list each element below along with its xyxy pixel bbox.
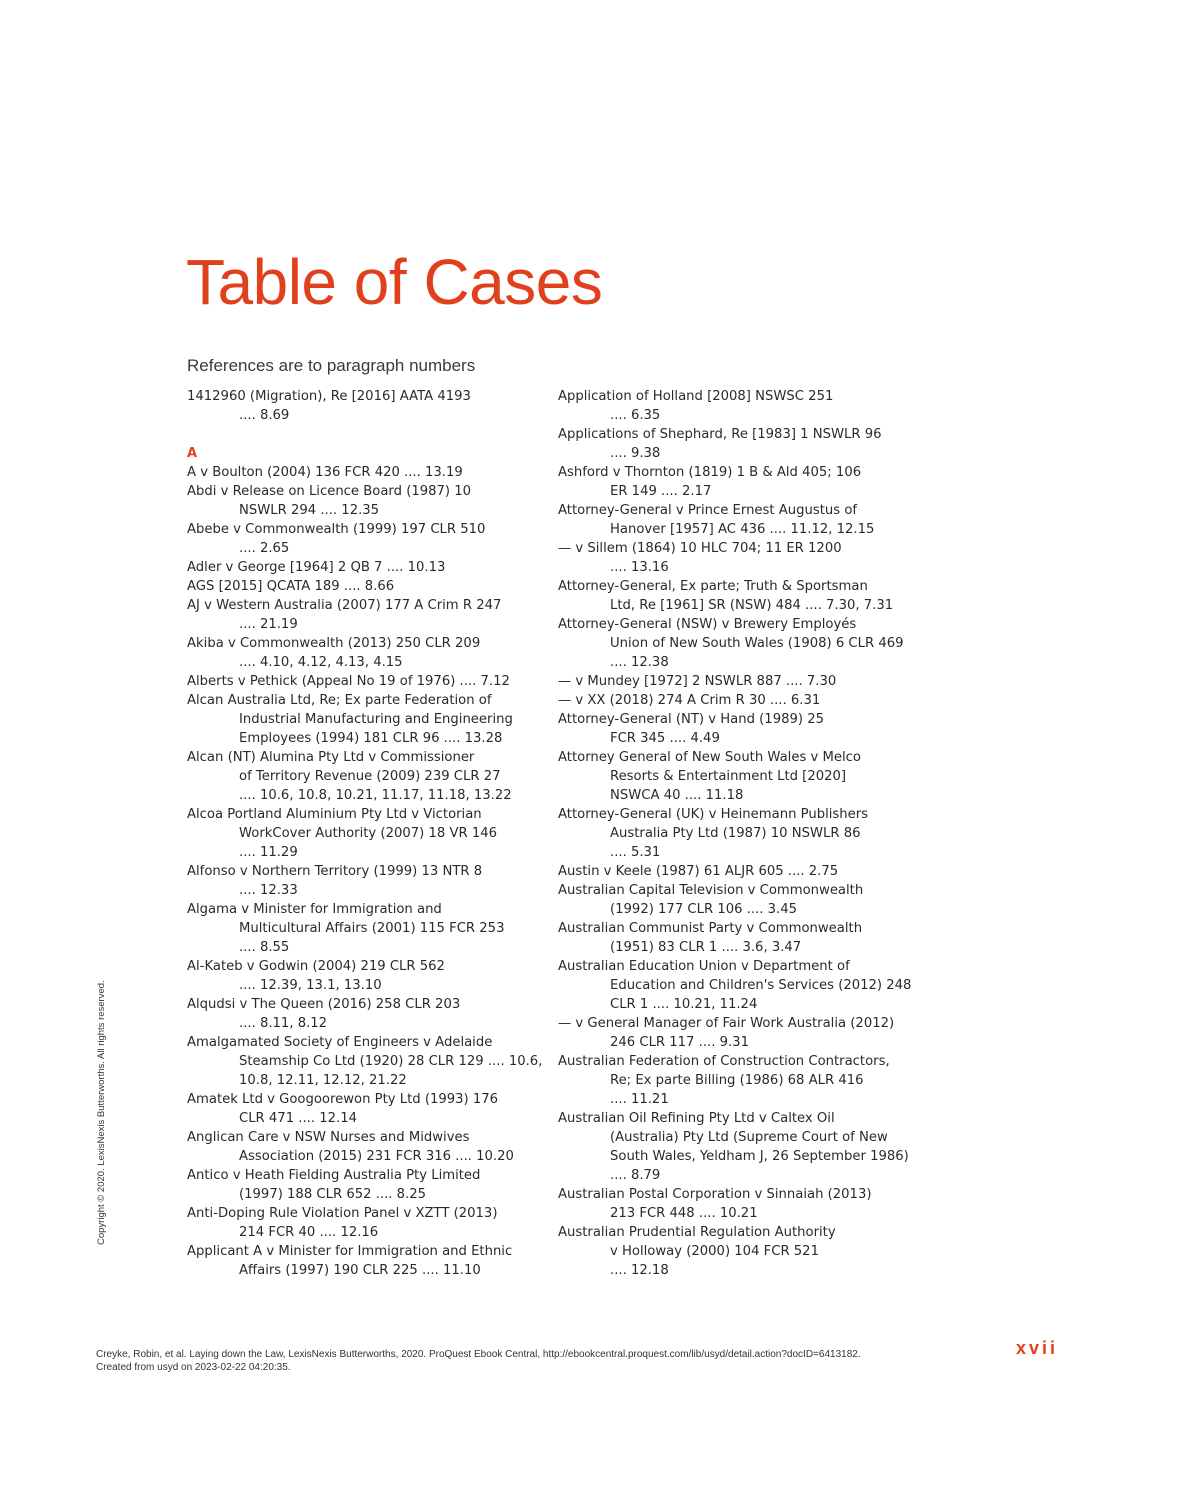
case-name: Australian Oil Refining Pty Ltd v Caltex Oil xyxy=(558,1111,835,1126)
case-continuation: .... 12.38 xyxy=(610,655,669,670)
case-entry xyxy=(558,387,918,425)
case-continuation: .... 12.33 xyxy=(239,883,298,898)
case-continuation: .... 8.69 xyxy=(239,408,290,423)
case-name: AJ v Western Australia (2007) 177 A Crim R 247 xyxy=(187,598,502,613)
case-entry xyxy=(558,805,918,862)
case-name: Alfonso v Northern Territory (1999) 13 NTR 8 xyxy=(187,864,483,879)
case-continuation: CLR 1 .... 10.21, 11.24 xyxy=(610,997,758,1012)
case-continuation: .... 9.38 xyxy=(610,446,661,461)
case-name: Applications of Shephard, Re [1983] 1 NSWLR 96 xyxy=(558,427,882,442)
case-continuation: NSWLR 294 .... 12.35 xyxy=(239,503,380,518)
case-name: Attorney-General v Prince Ernest Augustus of xyxy=(558,503,858,518)
case-name: Abdi v Release on Licence Board (1987) 10 xyxy=(187,484,472,499)
case-continuation: .... 6.35 xyxy=(610,408,661,423)
case-continuation: 10.8, 12.11, 12.12, 21.22 xyxy=(239,1073,407,1088)
case-entry xyxy=(187,1242,547,1280)
case-entry xyxy=(558,957,918,1014)
case-name: 1412960 (Migration), Re [2016] AATA 4193 xyxy=(187,389,471,404)
right-entries xyxy=(558,387,918,1280)
case-entry xyxy=(558,862,918,881)
case-continuation: .... 10.6, 10.8, 10.21, 11.17, 11.18, 13.22 xyxy=(239,788,512,803)
case-entry xyxy=(558,1223,918,1280)
case-entry xyxy=(187,596,547,634)
case-continuation: Union of New South Wales (1908) 6 CLR 469 xyxy=(610,636,904,651)
case-entry xyxy=(558,615,918,672)
case-entry xyxy=(187,672,547,691)
case-continuation: Association (2015) 231 FCR 316 .... 10.20 xyxy=(239,1149,514,1164)
case-continuation: .... 11.21 xyxy=(610,1092,669,1107)
case-continuation: .... 8.79 xyxy=(610,1168,661,1183)
case-name: Anti-Doping Rule Violation Panel v XZTT (2013) xyxy=(187,1206,498,1221)
case-name: — v Sillem (1864) 10 HLC 704; 11 ER 1200 xyxy=(558,541,842,556)
case-continuation: Ltd, Re [1961] SR (NSW) 484 .... 7.30, 7.31 xyxy=(610,598,894,613)
left-entries xyxy=(187,463,547,1280)
side-copyright: Copyright © 2020. LexisNexis Butterworths. All rights reserved. xyxy=(96,980,107,1245)
case-name: — v Mundey [1972] 2 NSWLR 887 .... 7.30 xyxy=(558,674,837,689)
case-entry xyxy=(558,1109,918,1185)
case-entry xyxy=(187,1090,547,1128)
case-continuation: 213 FCR 448 .... 10.21 xyxy=(610,1206,758,1221)
case-entry xyxy=(558,748,918,805)
case-entry xyxy=(558,539,918,577)
case-continuation: of Territory Revenue (2009) 239 CLR 27 xyxy=(239,769,501,784)
case-name: Applicant A v Minister for Immigration and Ethnic xyxy=(187,1244,513,1259)
case-continuation: .... 2.65 xyxy=(239,541,290,556)
case-continuation: Employees (1994) 181 CLR 96 .... 13.28 xyxy=(239,731,503,746)
case-entry xyxy=(187,805,547,862)
case-continuation: .... 4.10, 4.12, 4.13, 4.15 xyxy=(239,655,403,670)
case-continuation: .... 12.18 xyxy=(610,1263,669,1278)
case-entry xyxy=(187,634,547,672)
case-entry xyxy=(187,900,547,957)
case-entry xyxy=(558,672,918,691)
page-subtitle: References are to paragraph numbers xyxy=(187,356,476,375)
case-name: Alcan Australia Ltd, Re; Ex parte Federation of xyxy=(187,693,492,708)
case-entry xyxy=(187,862,547,900)
case-entry xyxy=(187,691,547,748)
footer xyxy=(96,1348,861,1374)
case-entry xyxy=(558,1014,918,1052)
case-continuation: NSWCA 40 .... 11.18 xyxy=(610,788,744,803)
case-name: Ashford v Thornton (1819) 1 B & Ald 405; 106 xyxy=(558,465,862,480)
case-entry xyxy=(558,881,918,919)
case-name: A v Boulton (2004) 136 FCR 420 .... 13.19 xyxy=(187,465,463,480)
case-continuation: WorkCover Authority (2007) 18 VR 146 xyxy=(239,826,497,841)
case-entry xyxy=(187,1128,547,1166)
case-entry xyxy=(558,425,918,463)
case-continuation: Re; Ex parte Billing (1986) 68 ALR 416 xyxy=(610,1073,864,1088)
case-name: Australian Postal Corporation v Sinnaiah (2013) xyxy=(558,1187,872,1202)
case-name: Attorney-General (UK) v Heinemann Publishers xyxy=(558,807,869,822)
case-continuation: Hanover [1957] AC 436 .... 11.12, 12.15 xyxy=(610,522,875,537)
case-name: Alcan (NT) Alumina Pty Ltd v Commissioner xyxy=(187,750,475,765)
case-entry xyxy=(187,577,547,596)
case-name: Amatek Ltd v Googoorewon Pty Ltd (1993) 176 xyxy=(187,1092,499,1107)
case-entry xyxy=(187,1166,547,1204)
case-name: Australian Capital Television v Commonwealth xyxy=(558,883,864,898)
left-column xyxy=(187,387,547,1280)
page-title: Table of Cases xyxy=(186,246,603,318)
case-continuation: (Australia) Pty Ltd (Supreme Court of New xyxy=(610,1130,888,1145)
footer-created: Created from usyd on 2023-02-22 04:20:35. xyxy=(96,1362,291,1373)
case-name: Attorney General of New South Wales v Melco xyxy=(558,750,861,765)
case-entry xyxy=(187,463,547,482)
case-continuation: 214 FCR 40 .... 12.16 xyxy=(239,1225,379,1240)
case-name: Abebe v Commonwealth (1999) 197 CLR 510 xyxy=(187,522,486,537)
case-name: Australian Federation of Construction Contractors, xyxy=(558,1054,890,1069)
case-entry xyxy=(558,710,918,748)
case-name: Attorney-General, Ex parte; Truth & Sportsman xyxy=(558,579,868,594)
page-number: xvii xyxy=(1016,1338,1059,1358)
case-continuation: CLR 471 .... 12.14 xyxy=(239,1111,357,1126)
case-continuation: Affairs (1997) 190 CLR 225 .... 11.10 xyxy=(239,1263,481,1278)
case-entry xyxy=(558,577,918,615)
case-entry xyxy=(187,957,547,995)
pre-entries xyxy=(187,387,547,425)
case-name: Anglican Care v NSW Nurses and Midwives xyxy=(187,1130,470,1145)
case-entry xyxy=(187,558,547,577)
case-entry xyxy=(187,482,547,520)
case-continuation: Resorts & Entertainment Ltd [2020] xyxy=(610,769,847,784)
case-name: — v XX (2018) 274 A Crim R 30 .... 6.31 xyxy=(558,693,821,708)
case-name: Amalgamated Society of Engineers v Adelaide xyxy=(187,1035,493,1050)
case-entry xyxy=(187,520,547,558)
case-continuation: (1992) 177 CLR 106 .... 3.45 xyxy=(610,902,798,917)
case-continuation: .... 5.31 xyxy=(610,845,661,860)
case-entry xyxy=(558,691,918,710)
case-name: Alberts v Pethick (Appeal No 19 of 1976) .... 7.12 xyxy=(187,674,510,689)
case-entry xyxy=(187,748,547,805)
case-entry xyxy=(187,1033,547,1090)
case-name: Antico v Heath Fielding Australia Pty Limited xyxy=(187,1168,481,1183)
case-continuation: .... 21.19 xyxy=(239,617,298,632)
case-continuation: .... 13.16 xyxy=(610,560,669,575)
case-name: Algama v Minister for Immigration and xyxy=(187,902,442,917)
case-name: — v General Manager of Fair Work Australia (2012) xyxy=(558,1016,895,1031)
case-continuation: (1997) 188 CLR 652 .... 8.25 xyxy=(239,1187,427,1202)
case-entry xyxy=(187,995,547,1033)
case-entry xyxy=(187,1204,547,1242)
case-entry xyxy=(558,1052,918,1109)
case-name: Austin v Keele (1987) 61 ALJR 605 .... 2.75 xyxy=(558,864,839,879)
case-entry xyxy=(558,501,918,539)
case-continuation: ER 149 .... 2.17 xyxy=(610,484,712,499)
case-continuation: Multicultural Affairs (2001) 115 FCR 253 xyxy=(239,921,505,936)
case-continuation: .... 8.11, 8.12 xyxy=(239,1016,328,1031)
footer-citation: Creyke, Robin, et al. Laying down the Law, LexisNexis Butterworths, 2020. ProQuest Ebook Central, http://ebookcentral.proquest.com/lib/usyd/detail.action?docID=6413182. xyxy=(96,1349,861,1360)
case-continuation: Education and Children's Services (2012) 248 xyxy=(610,978,912,993)
case-continuation: v Holloway (2000) 104 FCR 521 xyxy=(610,1244,819,1259)
case-continuation: Industrial Manufacturing and Engineering xyxy=(239,712,513,727)
case-name: Alqudsi v The Queen (2016) 258 CLR 203 xyxy=(187,997,461,1012)
case-continuation: Steamship Co Ltd (1920) 28 CLR 129 .... 10.6, xyxy=(239,1054,543,1069)
case-name: Attorney-General (NSW) v Brewery Employés xyxy=(558,617,857,632)
case-continuation: Australia Pty Ltd (1987) 10 NSWLR 86 xyxy=(610,826,861,841)
case-name: Akiba v Commonwealth (2013) 250 CLR 209 xyxy=(187,636,481,651)
case-name: Attorney-General (NT) v Hand (1989) 25 xyxy=(558,712,824,727)
case-continuation: .... 8.55 xyxy=(239,940,290,955)
case-name: Adler v George [1964] 2 QB 7 .... 10.13 xyxy=(187,560,446,575)
section-letter: A xyxy=(187,446,198,461)
case-entry xyxy=(558,1185,918,1223)
case-name: Australian Communist Party v Commonwealth xyxy=(558,921,863,936)
case-continuation: .... 12.39, 13.1, 13.10 xyxy=(239,978,382,993)
case-name: Al-Kateb v Godwin (2004) 219 CLR 562 xyxy=(187,959,445,974)
case-name: Application of Holland [2008] NSWSC 251 xyxy=(558,389,834,404)
case-continuation: 246 CLR 117 .... 9.31 xyxy=(610,1035,749,1050)
case-name: AGS [2015] QCATA 189 .... 8.66 xyxy=(187,579,395,594)
case-name: Alcoa Portland Aluminium Pty Ltd v Victorian xyxy=(187,807,482,822)
case-continuation: .... 11.29 xyxy=(239,845,298,860)
case-entry xyxy=(558,919,918,957)
case-continuation: (1951) 83 CLR 1 .... 3.6, 3.47 xyxy=(610,940,802,955)
case-continuation: South Wales, Yeldham J, 26 September 1986) xyxy=(610,1149,909,1164)
right-column xyxy=(558,387,918,1280)
case-name: Australian Education Union v Department of xyxy=(558,959,850,974)
case-entry xyxy=(558,463,918,501)
case-entry xyxy=(187,387,547,425)
case-continuation: FCR 345 .... 4.49 xyxy=(610,731,720,746)
case-name: Australian Prudential Regulation Authority xyxy=(558,1225,836,1240)
